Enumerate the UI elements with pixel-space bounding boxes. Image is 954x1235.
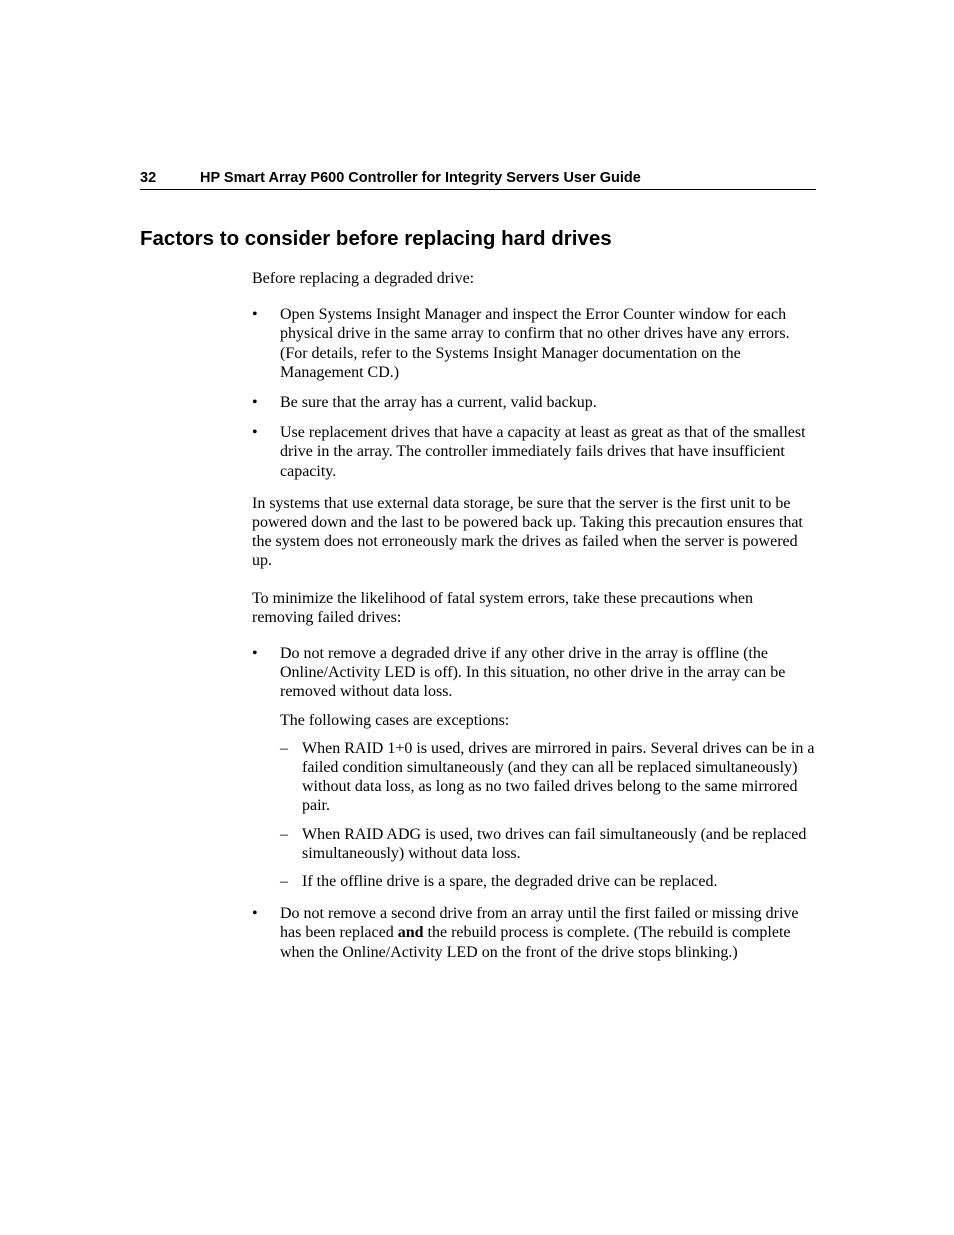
- exceptions-list: [280, 739, 818, 891]
- minimize-errors-paragraph: To minimize the likelihood of fatal system errors, take these precautions when removing failed drives:: [252, 589, 753, 626]
- precaution-list: [252, 305, 818, 481]
- list-item: • Use replacement drives that have a capacity at least as great as that of the smallest drive in the array. The controller immediately fails drives that have insufficient capacity.: [252, 423, 818, 481]
- list-item: • Open Systems Insight Manager and inspect the Error Counter window for each physical drive in the same array to confirm that no other drives have any errors. (For details, refer to the Systems Insight Manager documentation on the Management CD.): [252, 305, 818, 382]
- list-item-text-start: Do not remove a second drive from an array until the first failed or missing drive has been replaced: [280, 905, 799, 942]
- page-number: 32: [140, 170, 157, 186]
- list-item-text-end: the rebuild process is complete. (The rebuild is complete when the Online/Activity LED on the front of the drive stops blinking.): [280, 924, 791, 961]
- list-item: [252, 644, 818, 891]
- section-title: Factors to consider before replacing hard drives: [140, 227, 612, 250]
- external-storage-paragraph: In systems that use external data storage, be sure that the server is the first unit to be powered down and the last to be powered back up. Taking this precaution ensures that the system does not erroneously mark the drives as failed when the server is powered up.: [252, 494, 803, 570]
- exception-item: – When RAID ADG is used, two drives can fail simultaneously (and be replaced simultaneously) without data loss.: [280, 825, 818, 863]
- exception-item: – When RAID 1+0 is used, drives are mirrored in pairs. Several drives can be in a failed condition simultaneously (and they can all be replaced simultaneously) without data loss, as long as no two failed drives belong to the same mirrored pair.: [280, 739, 818, 816]
- exception-item: – If the offline drive is a spare, the degraded drive can be replaced.: [280, 872, 818, 891]
- document-title: HP Smart Array P600 Controller for Integrity Servers User Guide: [200, 170, 641, 186]
- running-header: [140, 169, 816, 190]
- emphasis-text: and: [397, 924, 424, 942]
- removal-precaution-list: [252, 644, 818, 962]
- list-item-text: • Do not remove a degraded drive if any other drive in the array is offline (the Online/Activity LED is off). In this situation, no other drive in the array can be removed without data loss.: [280, 645, 786, 701]
- list-item: [252, 904, 818, 962]
- intro-paragraph: Before replacing a degraded drive:: [252, 270, 475, 287]
- list-item: • Be sure that the array has a current, valid backup.: [252, 393, 818, 412]
- body-text: [252, 269, 818, 975]
- exceptions-intro: The following cases are exceptions:: [280, 711, 510, 729]
